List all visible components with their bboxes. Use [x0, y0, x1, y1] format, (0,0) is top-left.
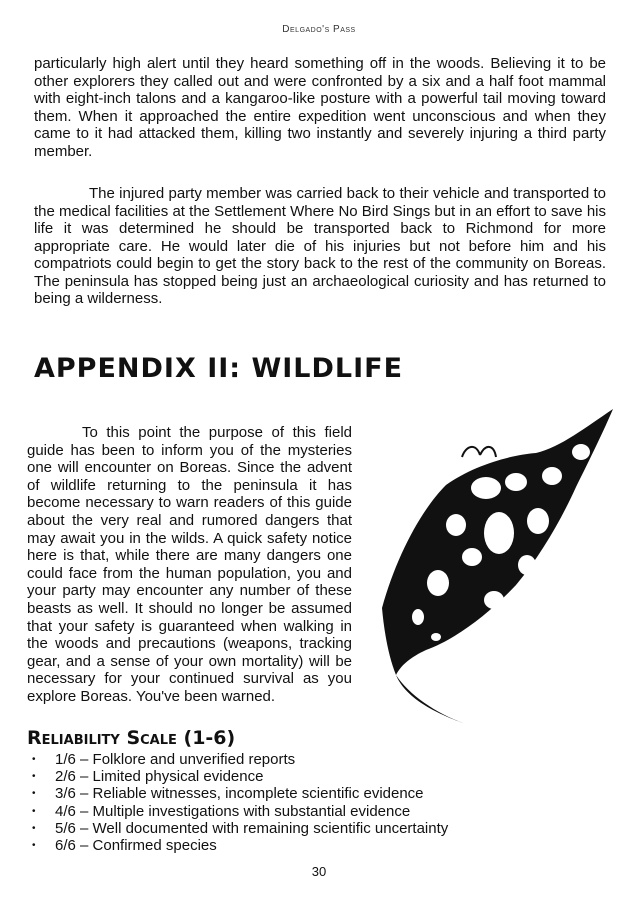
reliability-scale-list: [32, 751, 448, 854]
list-item: • 1/6 – Folklore and unverified reports: [32, 751, 448, 768]
list-item: • 2/6 – Limited physical evidence: [32, 768, 448, 785]
reliability-scale-title: Reliability Scale (1-6): [27, 727, 236, 749]
list-item: • 6/6 – Confirmed species: [32, 837, 448, 854]
list-item: • 3/6 – Reliable witnesses, incomplete scientific evidence: [32, 785, 448, 802]
list-item: • 5/6 – Well documented with remaining scientific uncertainty: [32, 820, 448, 837]
appendix-intro-paragraph: To this point the purpose of this field guide has been to inform you of the mysteries one will encounter on Boreas. Since the advent of wildlife returning to the peninsula it has become necessary to warn readers of this guide about the very real and rumored dangers that may await you in the wilds. A quick safety notice here is that, while there are many dangers one could face from the human population, you and your party may encounter any number of these beasts as well. It should no longer be assumed that your safety is guaranteed when walking in the woods and precautions (weapons, tracking gear, and a sense of your own mortality) will be necessary for your continued survival as you explore Boreas. You've been warned.: [27, 424, 352, 705]
wildlife-illustration: [376, 405, 616, 723]
body-paragraph-1: particularly high alert until they heard something off in the woods. Believing it to be other explorers they called out and were confronted by a six and a half foot mammal with eight-inch talons and a kangaroo-like posture with a powerful tail moving toward them. When it approached the entire expedition went unconscious and when they came to it had attacked them, killing two instantly and severely injuring a third party member.: [34, 55, 606, 160]
appendix-title: APPENDIX II: WILDLIFE: [34, 353, 404, 384]
page-number: 30: [311, 864, 327, 879]
body-paragraph-2: The injured party member was carried back to their vehicle and transported to the medical facilities at the Settlement Where No Bird Sings but in an effort to save his life it was determined he should be transported back to Richmond for more appropriate care. He would later die of his injuries but not before him and his compatriots could begin to get the story back to the rest of the community on Boreas. The peninsula has stopped being just an archaeological curiosity and has returned to being a wilderness.: [34, 185, 606, 307]
running-header: Delgado's Pass: [282, 24, 356, 35]
list-item: • 4/6 – Multiple investigations with substantial evidence: [32, 803, 448, 820]
creature-head-antennae: [462, 447, 496, 457]
